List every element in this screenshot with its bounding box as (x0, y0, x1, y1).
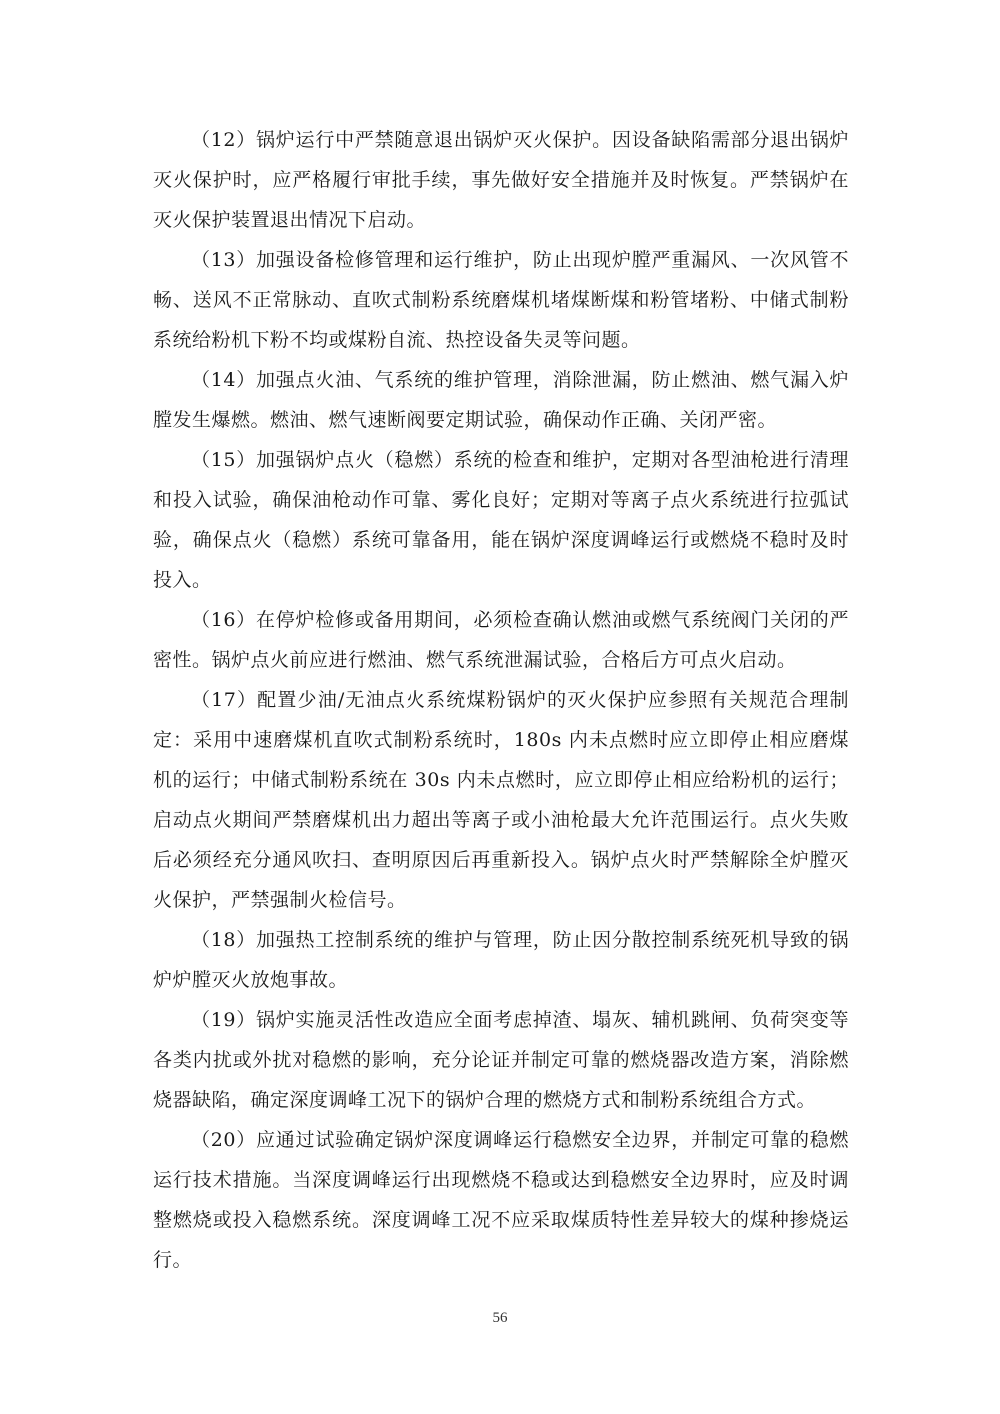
text-line: 火保护，严禁强制火检信号。 (153, 889, 407, 911)
text-line: 膛发生爆燃。燃油、燃气速断阀要定期试验，确保动作正确、关闭严密。 (153, 409, 778, 431)
page-number: 56 (492, 1310, 508, 1326)
text-line: （15）加强锅炉点火（稳燃）系统的检查和维护，定期对各型油枪进行清理 (191, 449, 849, 471)
text-line: 后必须经充分通风吹扫、查明原因后再重新投入。锅炉点火时严禁解除全炉膛灭 (153, 849, 849, 871)
text-line: 启动点火期间严禁磨煤机出力超出等离子或小油枪最大允许范围运行。点火失败 (153, 809, 849, 831)
text-line: 灭火保护时，应严格履行审批手续，事先做好安全措施并及时恢复。严禁锅炉在 (153, 169, 849, 191)
text-line: （16）在停炉检修或备用期间，必须检查确认燃油或燃气系统阀门关闭的严 (191, 609, 849, 631)
text-line: 整燃烧或投入稳燃系统。深度调峰工况不应采取煤质特性差异较大的煤种掺烧运 (153, 1209, 849, 1231)
text-line: （13）加强设备检修管理和运行维护，防止出现炉膛严重漏风、一次风管不 (191, 249, 849, 271)
text-line: （17）配置少油/无油点火系统煤粉锅炉的灭火保护应参照有关规范合理制 (191, 689, 849, 711)
paragraph-20 (153, 1120, 849, 1280)
paragraph-15 (153, 440, 849, 600)
text-line: 投入。 (153, 569, 212, 591)
text-line: 定：采用中速磨煤机直吹式制粉系统时，180s 内未点燃时应立即停止相应磨煤 (153, 729, 849, 751)
text-line: 密性。锅炉点火前应进行燃油、燃气系统泄漏试验，合格后方可点火启动。 (153, 649, 797, 671)
paragraph-18 (153, 920, 849, 1000)
text-line: 畅、送风不正常脉动、直吹式制粉系统磨煤机堵煤断煤和粉管堵粉、中储式制粉 (153, 289, 849, 311)
text-line: 运行技术措施。当深度调峰运行出现燃烧不稳或达到稳燃安全边界时，应及时调 (153, 1169, 849, 1191)
text-line: （20）应通过试验确定锅炉深度调峰运行稳燃安全边界，并制定可靠的稳燃 (191, 1129, 849, 1151)
paragraph-17 (153, 680, 849, 920)
text-line: 各类内扰或外扰对稳燃的影响，充分论证并制定可靠的燃烧器改造方案，消除燃 (153, 1049, 849, 1071)
text-line: （14）加强点火油、气系统的维护管理，消除泄漏，防止燃油、燃气漏入炉 (191, 369, 849, 391)
text-line: 灭火保护装置退出情况下启动。 (153, 209, 427, 231)
paragraph-12 (153, 120, 849, 240)
text-line: 炉炉膛灭火放炮事故。 (153, 969, 349, 991)
text-line: 烧器缺陷，确定深度调峰工况下的锅炉合理的燃烧方式和制粉系统组合方式。 (153, 1089, 817, 1111)
paragraph-14 (153, 360, 849, 440)
text-line: 和投入试验，确保油枪动作可靠、雾化良好；定期对等离子点火系统进行拉弧试 (153, 489, 849, 511)
text-line: （19）锅炉实施灵活性改造应全面考虑掉渣、塌灰、辅机跳闸、负荷突变等 (191, 1009, 849, 1031)
text-line: 系统给粉机下粉不均或煤粉自流、热控设备失灵等问题。 (153, 329, 641, 351)
text-line: 行。 (153, 1249, 193, 1271)
text-line: （18）加强热工控制系统的维护与管理，防止因分散控制系统死机导致的锅 (191, 929, 849, 951)
paragraph-19 (153, 1000, 849, 1120)
text-line: 验，确保点火（稳燃）系统可靠备用，能在锅炉深度调峰运行或燃烧不稳时及时 (153, 529, 849, 551)
body-text (153, 120, 849, 1280)
paragraph-13 (153, 240, 849, 360)
text-line: （12）锅炉运行中严禁随意退出锅炉灭火保护。因设备缺陷需部分退出锅炉 (191, 129, 849, 151)
paragraph-16 (153, 600, 849, 680)
text-line: 机的运行；中储式制粉系统在 30s 内未点燃时，应立即停止相应给粉机的运行； (153, 769, 849, 791)
